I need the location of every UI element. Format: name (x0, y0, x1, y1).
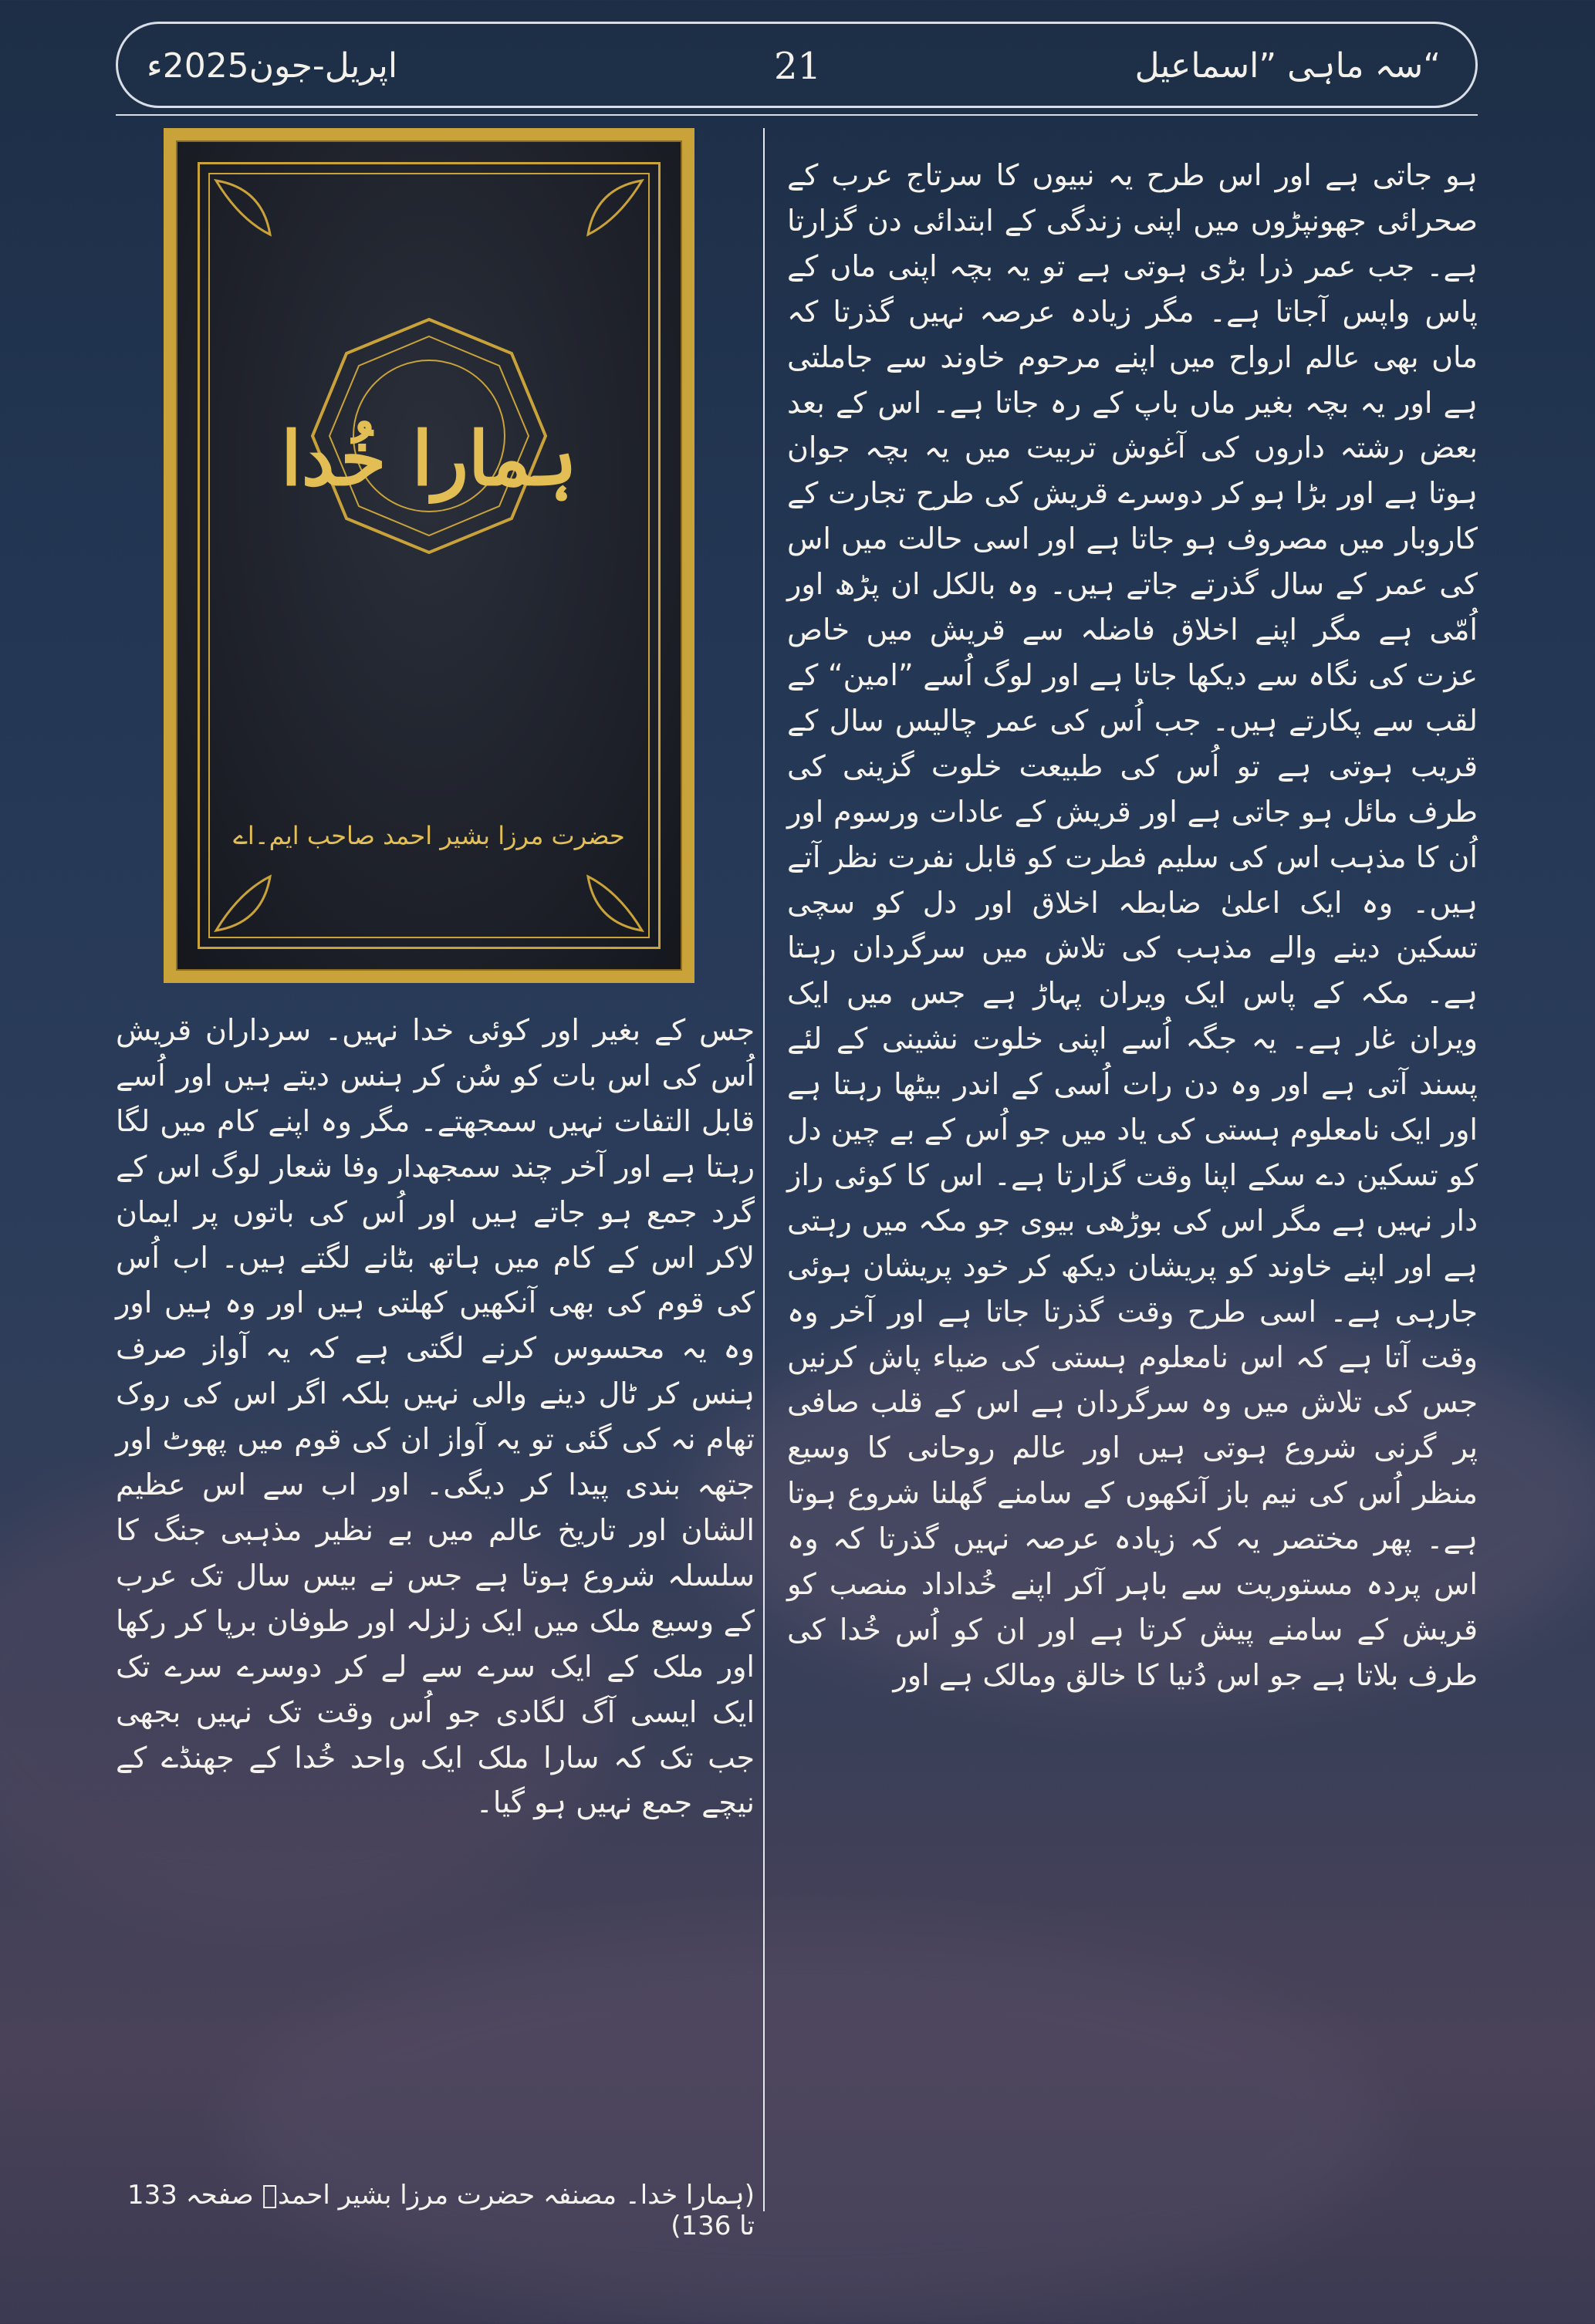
book-cover-image (164, 128, 694, 983)
issue-date: اپریل-جون2025ء (147, 46, 398, 86)
column-divider (763, 128, 765, 2211)
citation: (ہمارا خدا۔ مصنفہ حضرت مرزا بشیر احمدؓ صفحہ 133 تا 136) (127, 2180, 755, 2241)
background-cloud (231, 1929, 1389, 2315)
right-column-text: ہو جاتی ہے اور اس طرح یہ نبیوں کا سرتاج عرب کے صحرائی جھونپڑوں میں اپنی زندگی کے ابتدائی دن گزارتا ہے۔ جب عمر ذرا بڑی ہوتی ہے تو یہ بچہ اپنی ماں کے پاس واپس آجاتا ہے۔ مگر زیادہ عرصہ نہیں گذرتا کہ ماں بھی عالم ارواح میں اپنے مرحوم خاوند سے جاملتی ہے اور یہ بچہ بغیر ماں باپ کے رہ جاتا ہے۔ اس کے بعد بعض رشتہ داروں کی آغوش تربیت میں یہ بچہ جوان ہوتا ہے اور بڑا ہو کر دوسرے قریش کی طرح تجارت کے کاروبار میں مصروف ہو جاتا ہے اور اسی حالت میں اس کی عمر کے سال گذرتے جاتے ہیں۔ وہ بالکل ان پڑھ اور اُمّی ہے مگر اپنے اخلاق فاضلہ سے قریش میں خاص عزت کی نگاہ سے دیکھا جاتا ہے اور لوگ اُسے ”امین“ کے لقب سے پکارتے ہیں۔ جب اُس کی عمر چالیس سال کے قریب ہوتی ہے تو اُس کی طبیعت خلوت گزینی کی طرف مائل ہو جاتی ہے اور قریش کے عادات ورسوم اور اُن کا مذہب اس کی سلیم فطرت کو قابل نفرت نظر آتے ہیں۔ وہ ایک اعلیٰ ضابطہ اخلاق اور دل کو سچی تسکین دینے والے مذہب کی تلاش میں سرگردان رہتا ہے۔ مکہ کے پاس ایک ویران پہاڑ ہے جس میں ایک ویران غار ہے۔ یہ جگہ اُسے اپنی خلوت نشینی کے لئے پسند آتی ہے اور وہ دن رات اُسی کے اندر بیٹھا رہتا ہے اور ایک نامعلوم ہستی کی یاد میں جو اُس کے بے چین دل کو تسکین دے سکے اپنا وقت گزارتا ہے۔ اس کا کوئی راز دار نہیں ہے مگر اس کی بوڑھی بیوی جو مکہ میں رہتی ہے اور اپنے خاوند کو پریشان دیکھ کر خود پریشان ہوئی جارہی ہے۔ اسی طرح وقت گذرتا جاتا ہے اور آخر وہ وقت آتا ہے کہ اس نامعلوم ہستی کی ضیاء پاش کرنیں جس کی تلاش میں وہ سرگردان ہے اس کے قلب صافی پر گرنی شروع ہوتی ہیں اور عالم روحانی کا وسیع منظر اُس کی نیم باز آنکھوں کے سامنے گھلنا شروع ہوتا ہے۔ پھر مختصر یہ کہ زیادہ عرصہ نہیں گذرتا کہ وہ اس پردہ مستوریت سے باہر آکر اپنے خُداداد منصب کو قریش کے سامنے پیش کرتا ہے اور ان کو اُس خُدا کی طرف بلاتا ہے جو اس دُنیا کا خالق ومالک ہے اور (787, 158, 1478, 1692)
left-column-text: جس کے بغیر اور کوئی خدا نہیں۔ سرداران قریش اُس کی اس بات کو سُن کر ہنس دیتے ہیں اور اُسے قابل التفات نہیں سمجھتے۔ مگر وہ اپنے کام میں لگا رہتا ہے اور آخر چند سمجھدار وفا شعار لوگ اس کے گرد جمع ہو جاتے ہیں اور اُس کی باتوں پر ایمان لاکر اس کے کام میں ہاتھ بٹانے لگتے ہیں۔ اب اُس کی قوم کی بھی آنکھیں کھلتی ہیں اور وہ ہیں اور وہ یہ محسوس کرنے لگتی ہے کہ یہ آواز صرف ہنس کر ٹال دینے والی نہیں بلکہ اگر اس کی روک تھام نہ کی گئی تو یہ آواز ان کی قوم میں پھوٹ اور جتھہ بندی پیدا کر دیگی۔ اور اب سے اس عظیم الشان اور تاریخ عالم میں بے نظیر مذہبی جنگ کا سلسلہ شروع ہوتا ہے جس نے بیس سال تک عرب کے وسیع ملک میں ایک زلزلہ اور طوفان برپا کر رکھا اور ملک کے ایک سرے سے لے کر دوسرے سرے تک ایک ایسی آگ لگادی جو اُس وقت تک نہیں بجھی جب تک کہ سارا ملک ایک واحد خُدا کے جھنڈے کے نیچے جمع نہیں ہو گیا۔ (116, 1013, 755, 1820)
book-title: ہمارا خُدا (281, 415, 577, 502)
journal-title: سہ ماہی ”اسماعیل“ (1134, 46, 1441, 86)
page-number: 21 (773, 45, 822, 88)
header-rule (116, 114, 1478, 116)
book-author: حضرت مرزا بشیر احمد صاحب ایم۔اے (233, 821, 625, 850)
